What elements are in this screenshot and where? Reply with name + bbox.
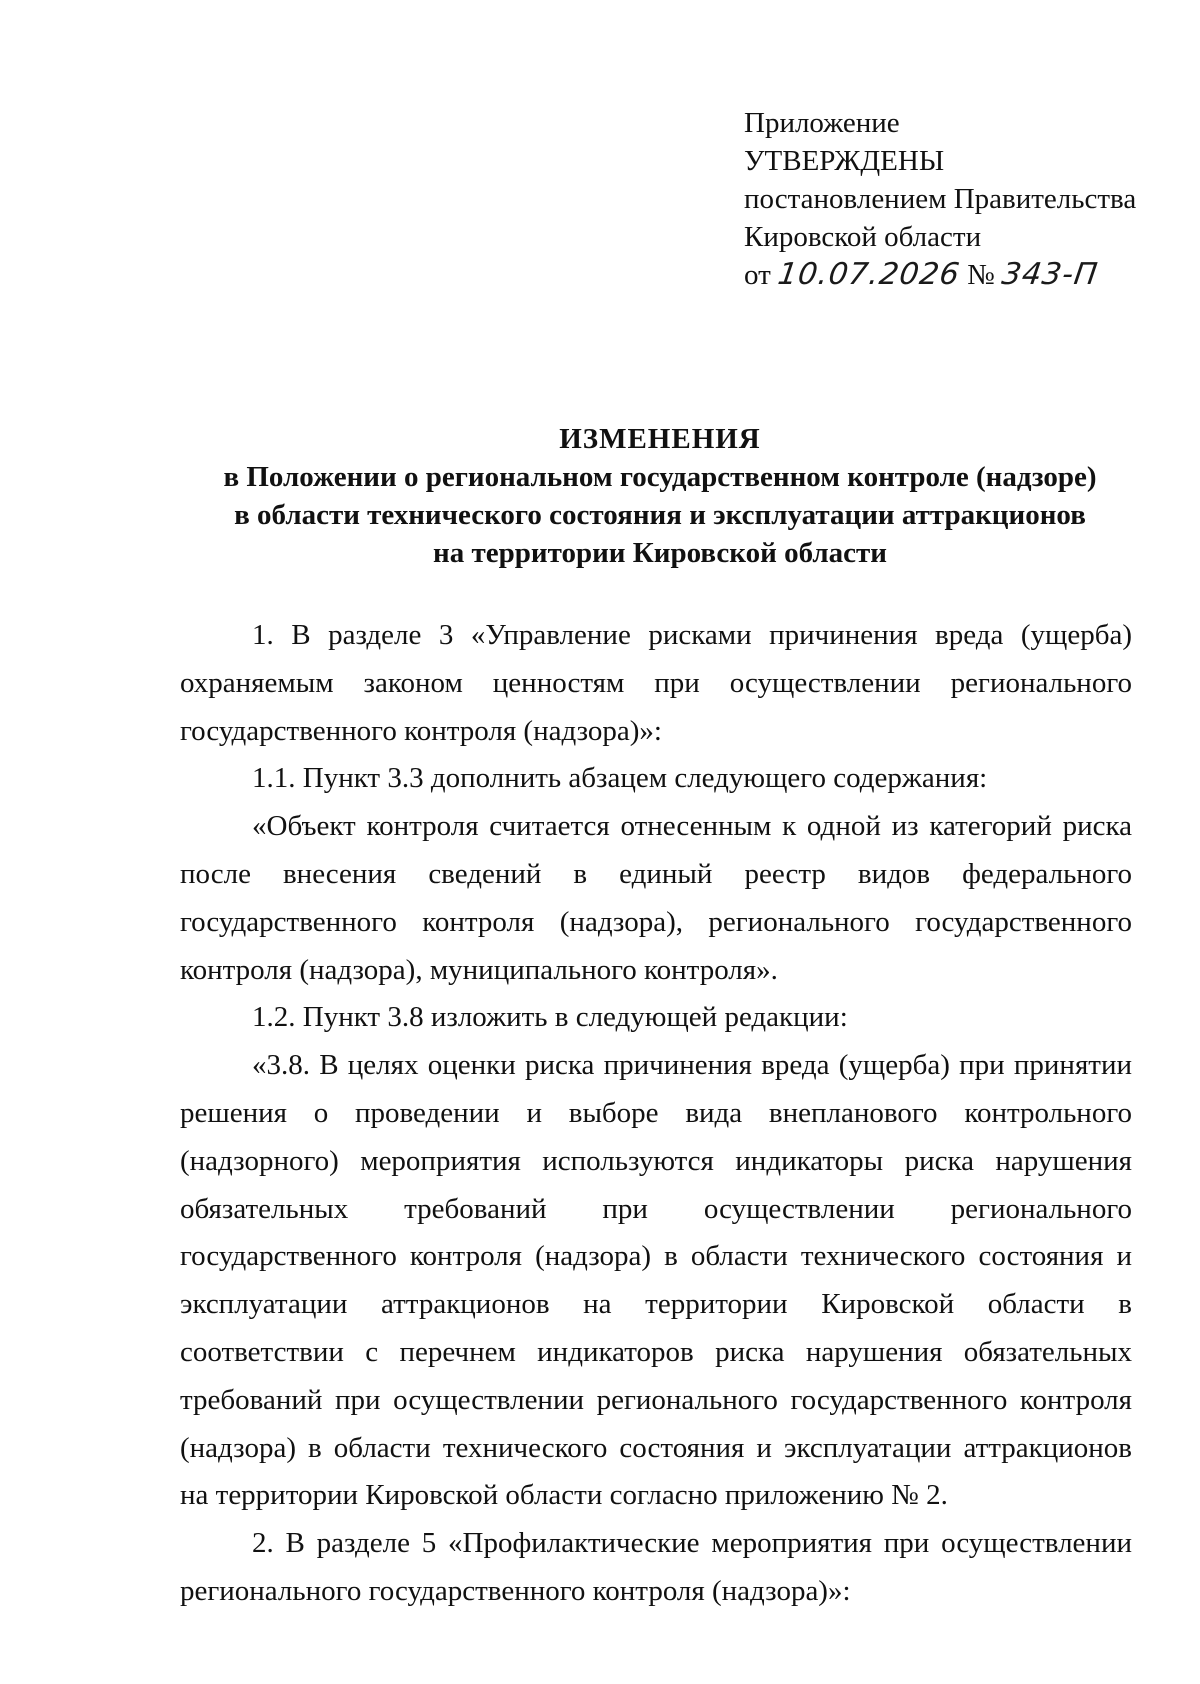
approved-by-line-1: постановлением Правительства <box>744 183 1137 215</box>
document-body <box>180 612 1132 1616</box>
approval-block <box>744 104 1164 294</box>
appendix-label: Приложение <box>744 107 900 139</box>
title-main: ИЗМЕНЕНИЯ <box>559 423 761 455</box>
approved-by-line-2: Кировской области <box>744 221 982 253</box>
paragraph-1-1-quote: «Объект контроля считается отнесенным к одной из категорий риска после внесения сведений в единый реестр видов федерального государственного контроля (надзора), регионального государственного контроля (надзора), муниципального контроля». <box>180 810 1132 986</box>
handwritten-date: 10.07.2026 <box>775 257 963 292</box>
paragraph-1-2: 1.2. Пункт 3.8 изложить в следующей редакции: <box>252 1001 848 1034</box>
from-label: от <box>744 259 771 291</box>
paragraph-2: 2. В разделе 5 «Профилактические мероприятия при осуществлении регионального государственного контроля (надзора)»: <box>180 1527 1132 1607</box>
title-line-3: на территории Кировской области <box>433 537 887 569</box>
number-label: № <box>967 259 995 291</box>
title-line-2: в области технического состояния и эксплуатации аттракционов <box>234 499 1086 531</box>
title-line-1: в Положении о региональном государственном контроле (надзоре) <box>223 461 1097 493</box>
paragraph-1-2-quote: «3.8. В целях оценки риска причинения вреда (ущерба) при принятии решения о проведении и выборе вида внепланового контрольного (надзорного) мероприятия используются индикаторы риска нарушения обязательных требований при осуществлении регионального государственного контроля (надзора) в области технического состояния и эксплуатации аттракционов на территории Кировской области в соответствии с перечнем индикаторов риска нарушения обязательных требований при осуществлении регионального государственного контроля (надзора) в области технического состояния и эксплуатации аттракционов на территории Кировской области согласно приложению № 2. <box>180 1049 1132 1512</box>
paragraph-1: 1. В разделе 3 «Управление рисками причинения вреда (ущерба) охраняемым законом ценностям при осуществлении регионального государственного контроля (надзора)»: <box>180 619 1132 747</box>
document-title <box>140 420 1180 572</box>
handwritten-number: 343-П <box>999 257 1101 292</box>
resolution-reference <box>744 256 1164 294</box>
approved-label: УТВЕРЖДЕНЫ <box>744 145 945 177</box>
paragraph-1-1: 1.1. Пункт 3.3 дополнить абзацем следующего содержания: <box>252 762 988 795</box>
